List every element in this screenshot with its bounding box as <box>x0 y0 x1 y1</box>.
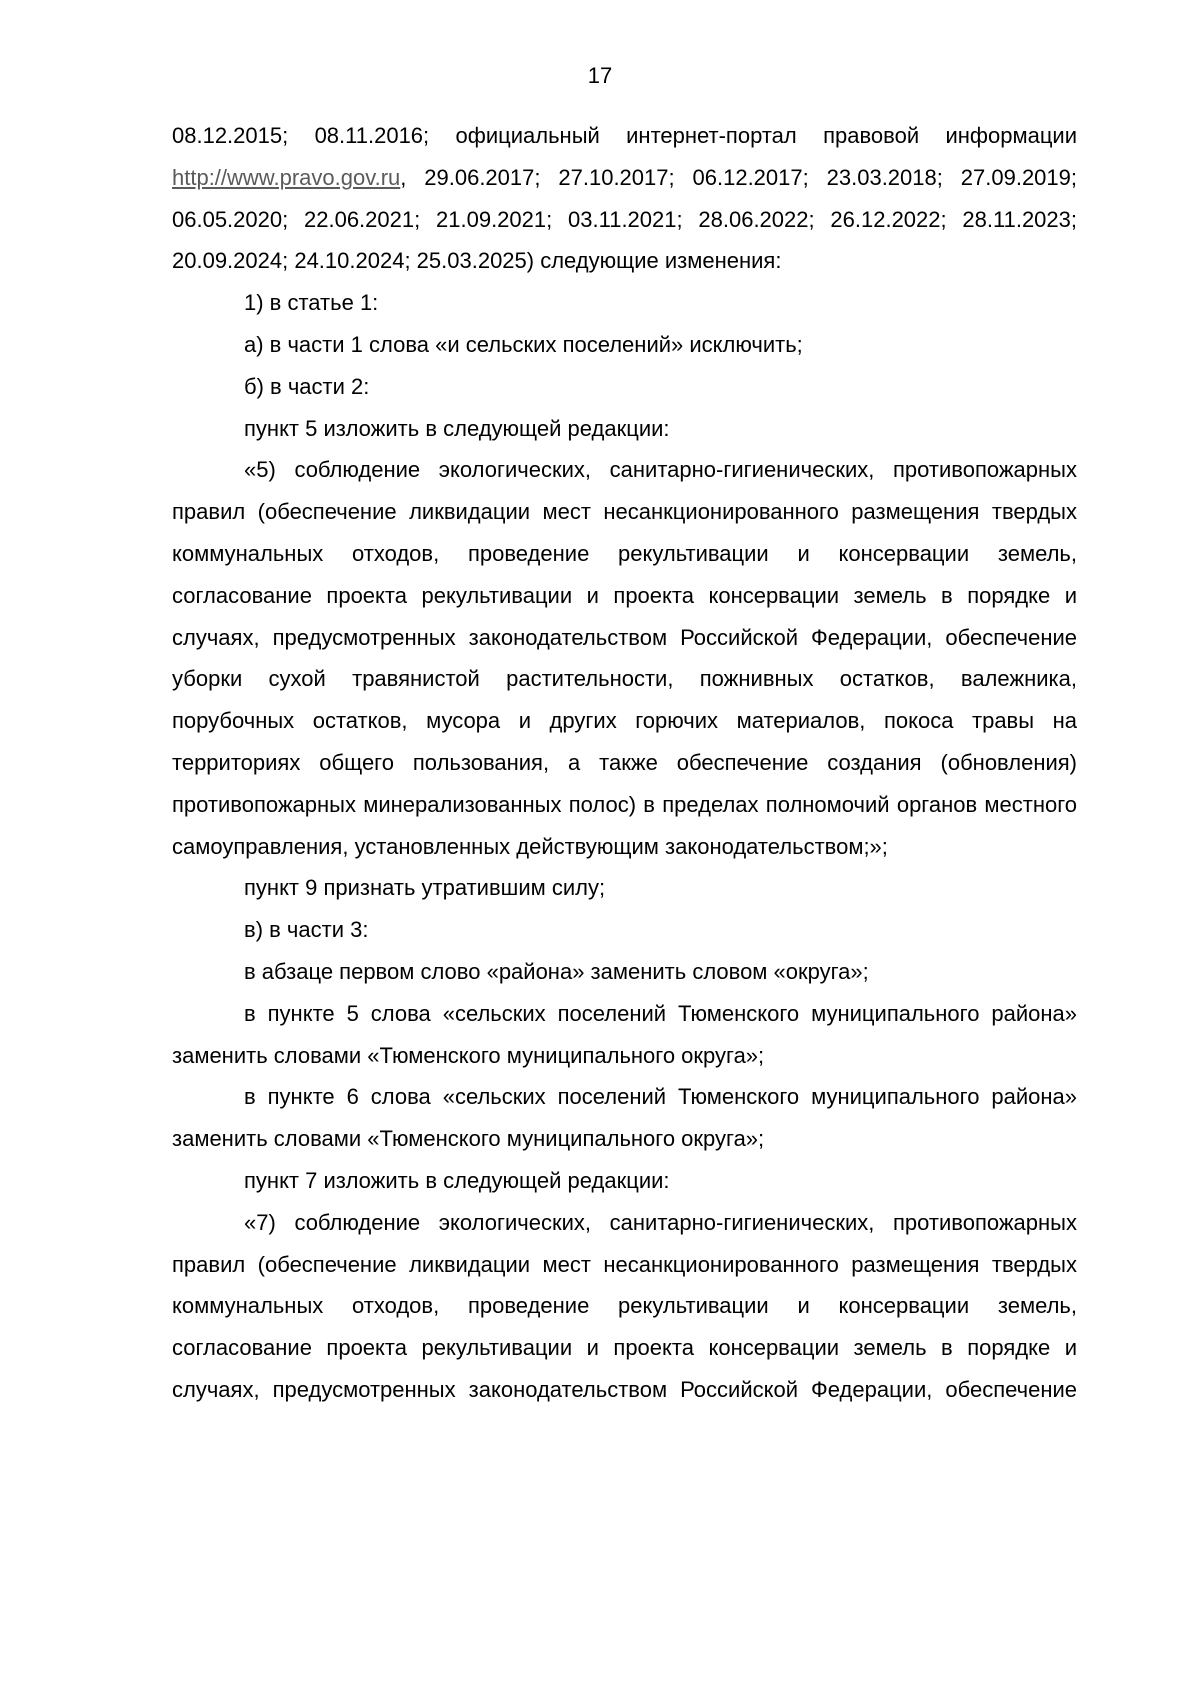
pravo-gov-link[interactable]: http://www.pravo.gov.ru <box>172 164 401 190</box>
paragraph-article-1: 1) в статье 1: <box>244 290 379 316</box>
dates-text-start: 08.12.2015; 08.11.2016; официальный интернет-портал правовой информации <box>172 123 1077 148</box>
paragraph-item-5-text: «5) соблюдение экологических, санитарно-гигиенических, противопожарных правил (обеспечение ликвидации мест несанкционированного размещения твердых коммунальных отходов, проведение рекультивации и консервации земель, согласование проекта рекультивации и проекта консервации земель в порядке и случаях, предусмотренных законодательством Российской Федерации, обеспечение уборки сухой травянистой растительности, пожнивных остатков, валежника, порубочных остатков, мусора и других горючих материалов, покоса травы на территориях общего пользования, а также обеспечение создания (обновления) противопожарных минерализованных полос) в пределах полномочий органов местного самоуправления, установленных действующим законодательством;»; <box>172 457 1077 859</box>
paragraph-item-7-intro: пункт 7 изложить в следующей редакции: <box>244 1167 670 1193</box>
paragraph-first-abzac: в абзаце первом слово «района» заменить словом «округа»; <box>244 958 869 984</box>
document-body <box>172 115 1077 1411</box>
paragraph-item-5-part-3: в пункте 5 слова «сельских поселений Тюменского муниципального района» заменить словами «Тюменского муниципального округа»; <box>172 1000 1077 1068</box>
page-number: 17 <box>587 63 613 88</box>
paragraph-article-1-v: в) в части 3: <box>244 917 369 943</box>
paragraph-article-1-a: а) в части 1 слова «и сельских поселений» исключить; <box>244 331 803 357</box>
paragraph-item-5-intro: пункт 5 изложить в следующей редакции: <box>244 415 670 441</box>
paragraph-article-1-b: б) в части 2: <box>244 373 370 399</box>
paragraph-item-6-part-3: в пункте 6 слова «сельских поселений Тюменского муниципального района» заменить словами «Тюменского муниципального округа»; <box>172 1084 1077 1152</box>
paragraph-item-7-text: «7) соблюдение экологических, санитарно-гигиенических, противопожарных правил (обеспечение ликвидации мест несанкционированного размещения твердых коммунальных отходов, проведение рекультивации и консервации земель, согласование проекта рекультивации и проекта консервации земель в порядке и случаях, предусмотренных законодательством Российской Федерации, обеспечение <box>172 1209 1077 1402</box>
paragraph-item-9: пункт 9 признать утратившим силу; <box>244 875 606 901</box>
paragraph-amendment-dates <box>172 115 1077 282</box>
dates-text-end: , 29.06.2017; 27.10.2017; 06.12.2017; 23.03.2018; 27.09.2019; 06.05.2020; 22.06.2021; 21.09.2021; 03.11.2021; 28.06.2022; 26.12.2022; 28.11.2023; 20.09.2024; 24.10.2024; 25.03.2025) следующие изменения: <box>172 164 1077 274</box>
